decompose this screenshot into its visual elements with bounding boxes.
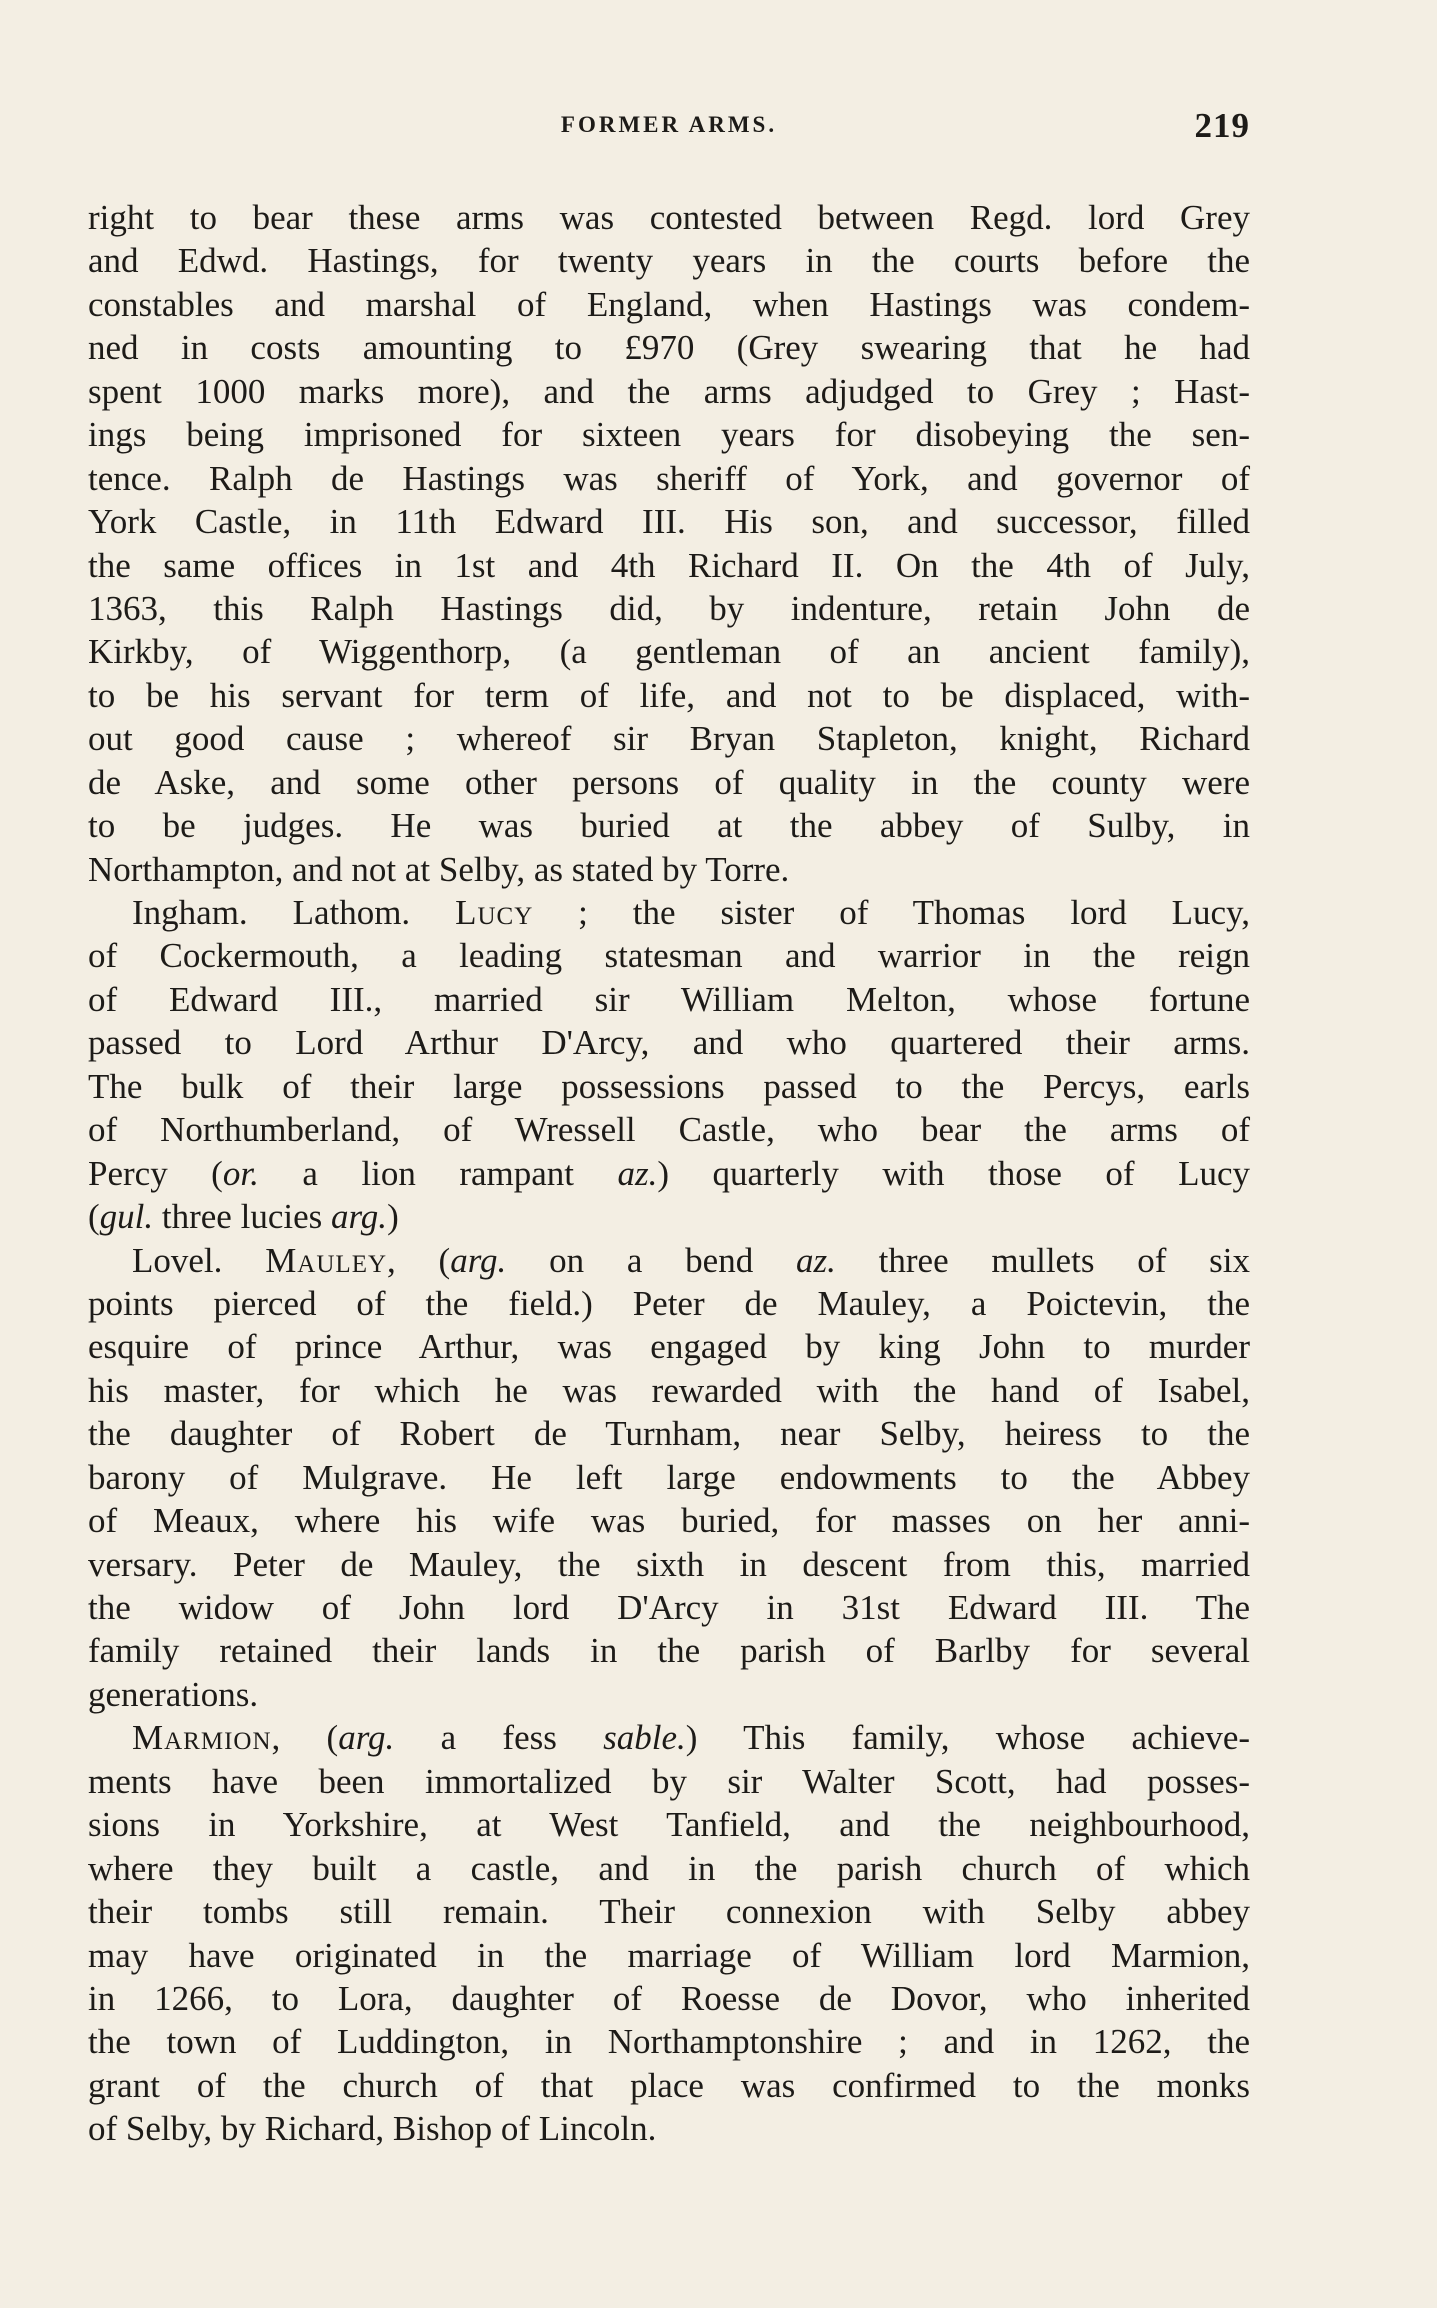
text-line: Kirkby, of Wiggenthorp, (a gentleman of an ancient family), bbox=[88, 632, 1250, 672]
text-run: , ( bbox=[271, 1718, 339, 1758]
text-line: to be his servant for term of life, and not to be displaced, with- bbox=[88, 675, 1250, 715]
text-line: of Selby, by Richard, Bishop of Lincoln. bbox=[88, 2109, 657, 2149]
body-text bbox=[88, 196, 1250, 2151]
tincture: az. bbox=[796, 1240, 836, 1280]
lead-names: Ingham. Lathom. bbox=[132, 893, 411, 932]
text-line: versary. Peter de Mauley, the sixth in descent from this, married bbox=[88, 1544, 1250, 1584]
tincture: sable. bbox=[603, 1718, 686, 1758]
tincture: gul. bbox=[99, 1197, 154, 1237]
text-run: on a bend bbox=[506, 1240, 796, 1280]
text-line: the town of Luddington, in Northamptonshire ; and in 1262, the bbox=[88, 2022, 1250, 2062]
tincture: arg. bbox=[330, 1197, 388, 1237]
text-line: and Edwd. Hastings, for twenty years in the courts before the bbox=[88, 241, 1250, 281]
text-line: in 1266, to Lora, daughter of Roesse de Dovor, who inherited bbox=[88, 1978, 1250, 2018]
text-line: of Northumberland, of Wressell Castle, who bear the arms of bbox=[88, 1110, 1250, 1150]
text-line: their tombs still remain. Their connexion with Selby abbey bbox=[88, 1892, 1250, 1932]
text-line: ments have been immortalized by sir Walter Scott, had posses- bbox=[88, 1761, 1250, 1801]
text-line bbox=[88, 891, 1250, 934]
text-run: three lucies bbox=[153, 1197, 331, 1237]
tincture: arg. bbox=[450, 1240, 507, 1280]
paragraph-mauley bbox=[88, 1239, 1250, 1717]
tincture: az. bbox=[617, 1153, 658, 1193]
header-title: FORMER ARMS. bbox=[560, 112, 778, 137]
text-line: ings being imprisoned for sixteen years for disobeying the sen- bbox=[88, 415, 1250, 455]
text-run: a fess bbox=[394, 1718, 604, 1758]
lead-names: Lovel. bbox=[132, 1240, 223, 1280]
family-name-marmion: Marmion bbox=[132, 1718, 272, 1758]
text-run: ) This family, whose achieve- bbox=[685, 1718, 1251, 1758]
text-line: of Meaux, where his wife was buried, for masses on her anni- bbox=[88, 1501, 1250, 1541]
text-line: de Aske, and some other persons of quality in the county were bbox=[88, 762, 1250, 802]
text-line: tence. Ralph de Hastings was sheriff of York, and governor of bbox=[88, 458, 1250, 498]
page-number: 219 bbox=[1194, 106, 1250, 145]
text-line: the widow of John lord D'Arcy in 31st Edward III. The bbox=[88, 1588, 1250, 1627]
running-head bbox=[88, 108, 1250, 156]
text-line: Northampton, and not at Selby, as stated by Torre. bbox=[88, 849, 790, 889]
text-line: his master, for which he was rewarded with the hand of Isabel, bbox=[88, 1370, 1250, 1410]
text-line: passed to Lord Arthur D'Arcy, and who quartered their arms. bbox=[88, 1023, 1250, 1063]
text-line: may have originated in the marriage of William lord Marmion, bbox=[88, 1935, 1250, 1975]
text-line: esquire of prince Arthur, was engaged by king John to murder bbox=[88, 1327, 1250, 1367]
text-line: the same offices in 1st and 4th Richard II. On the 4th of July, bbox=[88, 545, 1250, 585]
text-line: grant of the church of that place was confirmed to the monks bbox=[88, 2065, 1250, 2105]
text-line: of Cockermouth, a leading statesman and warrior in the reign bbox=[88, 936, 1250, 976]
text-line: generations. bbox=[88, 1674, 259, 1714]
text-line bbox=[88, 1152, 1250, 1195]
text-line: York Castle, in 11th Edward III. His son, and successor, filled bbox=[88, 502, 1250, 542]
family-name-lucy: Lucy bbox=[455, 893, 534, 932]
text-line: family retained their lands in the parish of Barlby for several bbox=[88, 1631, 1250, 1671]
text-line: points pierced of the field.) Peter de Mauley, a Poictevin, the bbox=[88, 1283, 1250, 1323]
text-run: a lion rampant bbox=[258, 1153, 618, 1193]
text-line bbox=[88, 1195, 1250, 1238]
paragraph-marmion bbox=[88, 1716, 1250, 2150]
text-line: The bulk of their large possessions passed to the Percys, earls bbox=[88, 1066, 1250, 1106]
text-line: ned in costs amounting to £970 (Grey swearing that he had bbox=[88, 328, 1250, 368]
text-line: out good cause ; whereof sir Bryan Stapleton, knight, Richard bbox=[88, 719, 1250, 759]
text-line: 1363, this Ralph Hastings did, by indenture, retain John de bbox=[88, 588, 1250, 628]
text-line: barony of Mulgrave. He left large endowments to the Abbey bbox=[88, 1457, 1250, 1497]
text-line bbox=[88, 1716, 1250, 1759]
text-run: , ( bbox=[387, 1240, 451, 1280]
paragraph-hastings bbox=[88, 196, 1250, 891]
tincture: arg. bbox=[338, 1718, 395, 1758]
text-line: where they built a castle, and in the parish church of which bbox=[88, 1848, 1250, 1888]
text-line: the daughter of Robert de Turnham, near Selby, heiress to the bbox=[88, 1414, 1250, 1454]
text-line: spent 1000 marks more), and the arms adjudged to Grey ; Hast- bbox=[88, 371, 1250, 411]
text-run: Percy ( bbox=[88, 1153, 223, 1193]
text-line bbox=[88, 1239, 1250, 1282]
family-name-mauley: Mauley bbox=[265, 1240, 388, 1280]
text-line: constables and marshal of England, when Hastings was condem- bbox=[88, 284, 1250, 324]
text-line: sions in Yorkshire, at West Tanfield, and the neighbourhood, bbox=[88, 1805, 1250, 1845]
text-run: three mullets of six bbox=[835, 1240, 1251, 1280]
paragraph-lucy bbox=[88, 891, 1250, 1239]
text-line: to be judges. He was buried at the abbey of Sulby, in bbox=[88, 806, 1250, 846]
text-run: ) bbox=[387, 1197, 399, 1237]
text-line: right to bear these arms was contested between Regd. lord Grey bbox=[88, 198, 1250, 237]
text-run: ) quarterly with those of Lucy bbox=[657, 1153, 1250, 1193]
tincture: or. bbox=[222, 1153, 259, 1193]
text-run: ; the sister of Thomas lord Lucy, bbox=[533, 893, 1250, 932]
text-run: ( bbox=[88, 1197, 100, 1237]
text-line: of Edward III., married sir William Melton, whose fortune bbox=[88, 979, 1250, 1019]
